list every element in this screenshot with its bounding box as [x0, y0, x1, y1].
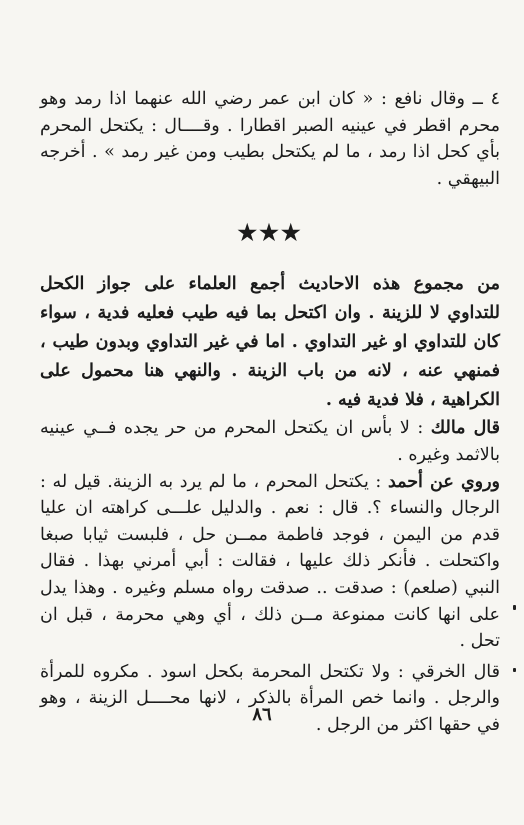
page-body	[40, 86, 500, 739]
margin-mark	[513, 605, 516, 610]
margin-mark	[513, 668, 516, 672]
malik-text: : لا بأس ان يكتحل المحرم من حر يجده فــي عينيه بالاثمد وغيره .	[40, 418, 500, 465]
paragraph-malik-opinion	[40, 415, 500, 468]
ahmad-text: : يكتحل المحرم ، ما لم يرد به الزينة. قيل له : الرجال والنساء ؟. قال : نعم . والدليل علـــى كراهته ان عليا قدم من اليمن ، فوجد فاطمة ممــن حل ، فلبست ثيابا صبغا واكتحلت . فأنكر ذلك عليها ، فقالت : أبي أمرني بهذا . فقال النبي (صلعم) : صدقت .. صدقت رواه مسلم وغيره . وهذا يدل على انها كانت ممنوعة مــن ذلك ، أي وهي محرمة ، قبل ان تحل .	[40, 471, 500, 652]
ahmad-lead: وروي عن أحمد	[387, 471, 500, 492]
paragraph-scholars-consensus: من مجموع هذه الاحاديث أجمع العلماء على جواز الكحل للتداوي لا للزينة . وان اكتحل بما فيه طيب فعليه فدية ، سواء كان للتداوي او غير التداوي . اما في غير التداوي وبدون طيب ، فمنهي عنه ، لانه من باب الزينة . والنهي هنا محمول على الكراهية ، فلا فدية فيه .	[40, 274, 500, 411]
page-number: ٨٦	[252, 704, 272, 725]
malik-lead: قال مالك	[430, 418, 501, 439]
paragraph-nafi-narration: ٤ ــ وقال نافع : « كان ابن عمر رضي الله عنهما اذا رمد وهو محرم اقطر في عينيه الصبر اقطارا . وقــــال : يكتحل المحرم بأي كحل اذا رمد ، ما لم يكتحل بطيب ومن غير رمد » . أخرجه البيهقي .	[40, 89, 500, 189]
paragraph-ahmad-opinion	[40, 469, 500, 655]
section-divider-stars: ★★★	[237, 220, 303, 247]
paragraph-khiraqi-opinion: قال الخرقي : ولا تكتحل المحرمة بكحل اسود . مكروه للمرأة والرجل . وانما خص المرأة بالذكر ، لانها محــــل الزينة ، وهو في حقها اكثر من الرجل .	[40, 661, 500, 735]
